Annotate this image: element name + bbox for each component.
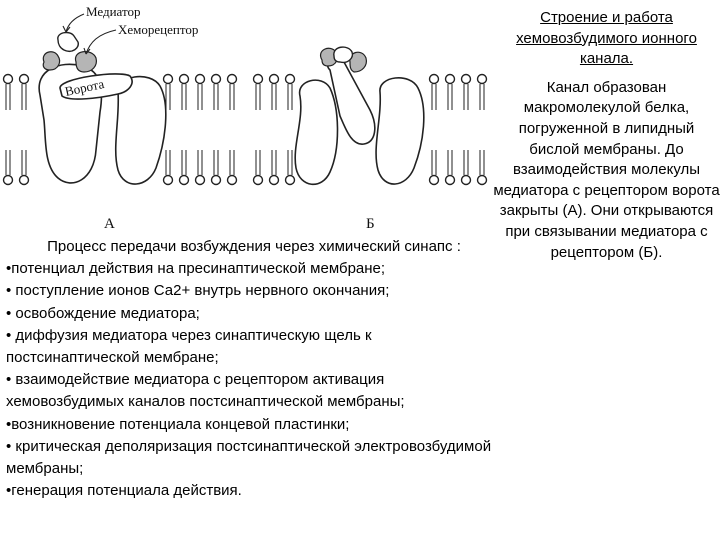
process-step: •генерация потенциала действия. [6,482,242,500]
mediator-molecule [58,33,79,52]
lipid-head [270,75,279,84]
lipid-head [228,176,237,185]
panel-b-label: Б [366,216,375,232]
lipid-head [254,75,263,84]
channel-description [493,8,720,263]
channel-protein-b [295,60,424,185]
process-step: •потенциал действия на пресинаптической мембране; [6,260,386,278]
lipid-head [4,75,13,84]
lipid-head [462,75,471,84]
lipid-head [164,75,173,84]
process-step: • поступление ионов Са2+ внутрь нервного окончания; [6,282,390,300]
lipid-head [4,176,13,185]
channel-description-text: Канал образован макромолекулой белка, погруженной в липидный бислой мембраны. До взаимодействия молекулы медиатора с рецептором ворота закрыты (А). Они открываются при связывании медиатора с рецептором (Б). [493,78,720,261]
process-step: • критическая деполяризация постсинаптической электровозбудимой мембраны; [6,437,492,478]
lipid-head [478,75,487,84]
panel-a-label: А [104,216,115,232]
mediator-molecule-bound [334,47,353,62]
lipid-head [430,75,439,84]
process-heading: Процесс передачи возбуждения через химический синапс : [47,238,461,255]
process-step: •возникновение потенциала концевой пластинки; [6,415,350,433]
lipid-head [164,176,173,185]
lipid-head [286,75,295,84]
lipid-head [478,176,487,185]
process-steps [6,258,492,502]
chemoreceptor-label: Хеморецептор [118,22,199,37]
lipid-head [20,176,29,185]
process-step: • освобождение медиатора; [6,304,200,322]
lipid-head [196,75,205,84]
ion-channel-diagram [0,0,500,232]
lipid-head [254,176,263,185]
lipid-head [20,75,29,84]
mediator-label: Медиатор [86,4,141,19]
lipid-head [228,75,237,84]
process-step: • взаимодействие медиатора с рецептором активация хемовозбудимых каналов постсинаптической мембраны; [6,371,405,411]
channel-title: Строение и работа хемовозбудимого ионного канала. [516,9,697,68]
process-step: • диффузия медиатора через синаптическую щель к постсинаптической мембране; [6,326,372,367]
lipid-head [270,176,279,185]
lipid-head [212,75,221,84]
lipid-head [286,176,295,185]
lipid-head [212,176,221,185]
lipid-head [430,176,439,185]
lipid-head [462,176,471,185]
lipid-head [446,176,455,185]
lipid-head [446,75,455,84]
synapse-process [6,236,492,502]
gate-label: Ворота [63,76,106,99]
lipid-head [180,75,189,84]
lipid-head [180,176,189,185]
lipid-head [196,176,205,185]
